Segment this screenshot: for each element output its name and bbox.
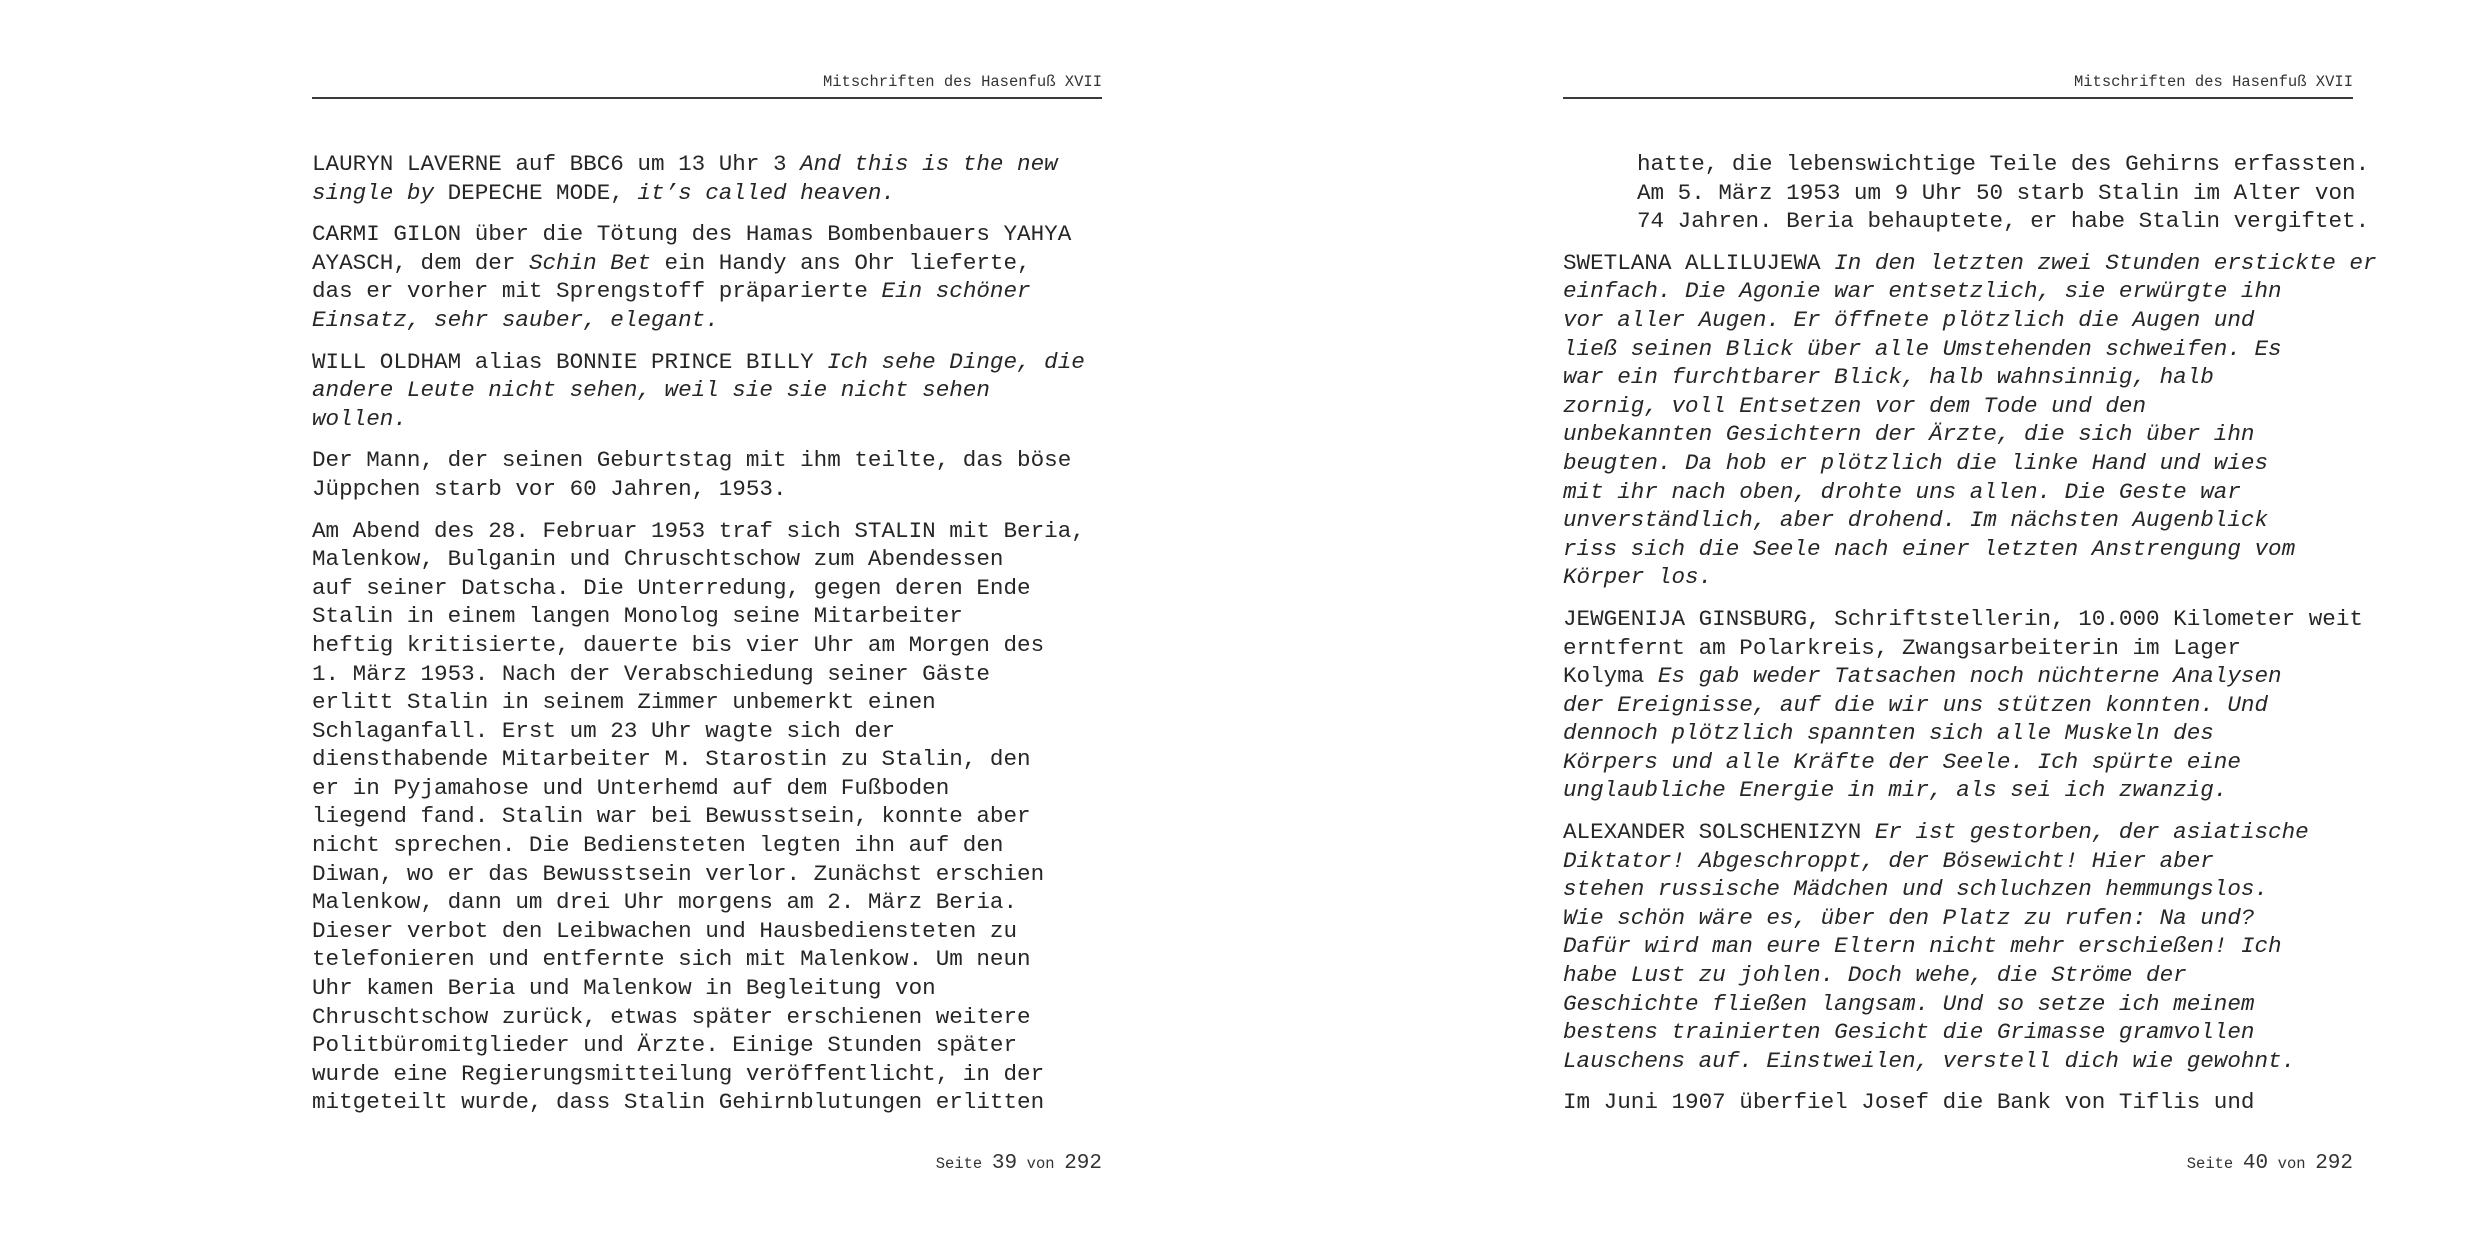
text-run: Malenkow, dann um drei Uhr morgens am 2. März Beria.: [312, 889, 1018, 916]
text-run: CARMI GILON über die Tötung des Hamas Bombenbauers YAHYA: [312, 221, 1072, 248]
text-line: [1563, 249, 2377, 278]
text-run: ein Handy ans Ohr lieferte,: [650, 249, 1031, 276]
quote-text: Dafür wird man eure Eltern nicht mehr erschießen! Ich: [1563, 933, 2282, 960]
text-run: 74 Jahren. Beria behauptete, er habe Stalin vergiftet.: [1637, 208, 2370, 235]
text-line: [1563, 1018, 2353, 1047]
text-line: [312, 150, 1102, 179]
text-run: nicht sprechen. Die Bediensteten legten ihn auf den: [312, 832, 1004, 859]
text-run: er in Pyjamahose und Unterhemd auf dem Fußboden: [312, 774, 950, 801]
quote-text: Ich sehe Dinge, die: [827, 348, 1085, 375]
text-run: mitgeteilt wurde, dass Stalin Gehirnblutungen erlitten: [312, 1089, 1045, 1116]
text-line: [312, 831, 1102, 860]
text-line: [1563, 420, 2353, 449]
text-line: [1563, 335, 2353, 364]
right-page: [1563, 0, 2377, 1240]
text-line: [1563, 306, 2353, 335]
text-line: [312, 517, 1102, 546]
text-line: [312, 475, 1102, 504]
text-line: [312, 602, 1102, 631]
text-line: [1563, 277, 2353, 306]
quote-text: einfach. Die Agonie war entsetzlich, sie erwürgte ihn: [1563, 278, 2282, 305]
text-line: [1563, 535, 2353, 564]
page-body: [312, 150, 1102, 1130]
quote-text: Geschichte fließen langsam. Und so setze ich meinem: [1563, 990, 2255, 1017]
text-line: [1563, 1047, 2353, 1076]
text-run: JEWGENIJA GINSBURG, Schriftstellerin, 10.000 Kilometer weit: [1563, 605, 2363, 632]
text-run: wurde eine Regierungsmitteilung veröffentlicht, in der: [312, 1060, 1045, 1087]
quote-text: war ein furchtbarer Blick, halb wahnsinnig, halb: [1563, 364, 2214, 391]
text-run: Dieser verbot den Leibwachen und Hausbediensteten zu: [312, 917, 1018, 944]
quote-text: Einsatz, sehr sauber, elegant.: [312, 306, 719, 333]
text-run: Uhr kamen Beria und Malenkow in Begleitung von: [312, 975, 936, 1002]
page-total: 292: [2315, 1152, 2353, 1175]
text-run: Chruschtschow zurück, etwas später erschienen weitere: [312, 1003, 1031, 1030]
quote-text: zornig, voll Entsetzen vor dem Tode und den: [1563, 392, 2147, 419]
text-line: [1563, 363, 2353, 392]
text-run: heftig kritisierte, dauerte bis vier Uhr am Morgen des: [312, 631, 1045, 658]
text-line: [312, 888, 1102, 917]
text-line: [1637, 179, 2356, 208]
quote-text: unbekannten Gesichtern der Ärzte, die sich über ihn: [1563, 421, 2255, 448]
text-line: [1563, 748, 2353, 777]
text-run: WILL OLDHAM alias BONNIE PRINCE BILLY: [312, 348, 828, 375]
text-run: Der Mann, der seinen Geburtstag mit ihm teilte, das böse: [312, 447, 1072, 474]
text-run: AYASCH, dem der: [312, 249, 529, 276]
text-line: [312, 376, 1102, 405]
text-line: [312, 802, 1102, 831]
text-line: [312, 348, 1102, 377]
text-run: Kolyma: [1563, 663, 1658, 690]
quote-text: andere Leute nicht sehen, weil sie sie nicht sehen: [312, 377, 990, 404]
text-line: [312, 1088, 1102, 1117]
text-line: [1563, 932, 2353, 961]
text-line: [312, 220, 1102, 249]
text-run: Am Abend des 28. Februar 1953 traf sich STALIN mit Beria,: [312, 517, 1085, 544]
text-line: [312, 545, 1102, 574]
text-run: erntfernt am Polarkreis, Zwangsarbeiterin im Lager: [1563, 634, 2241, 661]
page-body: [1563, 150, 2377, 1130]
page-footer: [312, 1152, 1102, 1175]
header-rule: [1563, 97, 2353, 99]
text-line: [312, 306, 1102, 335]
quote-text: Er ist gestorben, der asiatische: [1874, 819, 2309, 846]
quote-text: And this is the new: [800, 151, 1058, 177]
text-line: [312, 1060, 1102, 1089]
paragraph: [1563, 249, 2377, 592]
footer-von-label: von: [1026, 1155, 1055, 1173]
text-run: Schlaganfall. Erst um 23 Uhr wagte sich der: [312, 717, 896, 744]
text-line: [312, 917, 1102, 946]
text-line: [1563, 634, 2353, 663]
text-line: [312, 631, 1102, 660]
text-line: [312, 745, 1102, 774]
text-run: liegend fand. Stalin war bei Bewusstsein, konnte aber: [312, 803, 1031, 830]
left-page: [312, 0, 1102, 1240]
text-run: Malenkow, Bulganin und Chruschtschow zum Abendessen: [312, 546, 1004, 573]
text-run: Jüppchen starb vor 60 Jahren, 1953.: [312, 475, 787, 502]
quote-text: single by: [312, 179, 448, 206]
text-line: [312, 1031, 1102, 1060]
text-line: [1563, 506, 2353, 535]
text-line: [1563, 605, 2363, 634]
text-line: [312, 405, 1102, 434]
text-line: [1563, 1088, 2353, 1117]
text-run: Im Juni 1907 überfiel Josef die Bank von Tiflis und: [1563, 1089, 2255, 1116]
text-line: [312, 774, 1102, 803]
quote-text: ließ seinen Blick über alle Umstehenden schweifen. Es: [1563, 335, 2282, 362]
text-line: [1563, 691, 2353, 720]
quote-text: Es gab weder Tatsachen noch nüchterne Analysen: [1657, 663, 2282, 690]
text-line: [312, 249, 1102, 278]
text-line: [312, 688, 1102, 717]
text-run: LAURYN LAVERNE auf BBC6 um 13 Uhr 3: [312, 151, 801, 177]
header-rule: [312, 97, 1102, 99]
text-line: [312, 574, 1102, 603]
text-line: [312, 1003, 1102, 1032]
quote-text: bestens trainierten Gesicht die Grimasse gramvollen: [1563, 1019, 2255, 1046]
text-line: [312, 945, 1102, 974]
paragraph: [1563, 818, 2353, 1075]
quote-text: stehen russische Mädchen und schluchzen hemmungslos.: [1563, 876, 2269, 903]
text-line: [1563, 961, 2353, 990]
quote-text: Ein schöner: [881, 278, 1031, 305]
running-header: Mitschriften des Hasenfuß XVII: [2073, 73, 2353, 91]
text-line: [312, 717, 1102, 746]
text-run: erlitt Stalin in seinem Zimmer unbemerkt einen: [312, 689, 936, 716]
quote-text: vor aller Augen. Er öffnete plötzlich die Augen und: [1563, 306, 2255, 333]
text-line: [312, 660, 1102, 689]
text-line: [1563, 776, 2353, 805]
quote-text: Körper los.: [1563, 564, 1713, 591]
text-line: [312, 446, 1102, 475]
text-line: [312, 277, 1102, 306]
text-run: auf seiner Datscha. Die Unterredung, gegen deren Ende: [312, 574, 1031, 601]
quote-text: beugten. Da hob er plötzlich die linke Hand und wies: [1563, 449, 2269, 476]
quote-text: unverständlich, aber drohend. Im nächsten Augenblick: [1563, 507, 2269, 534]
paragraph: [312, 446, 1102, 503]
quote-text: Körpers und alle Kräfte der Seele. Ich spürte eine: [1563, 748, 2241, 775]
text-run: Diwan, wo er das Bewusstsein verlor. Zunächst erschien: [312, 860, 1045, 887]
quote-text: habe Lust zu johlen. Doch wehe, die Ströme der: [1563, 962, 2187, 989]
page-footer: [1563, 1152, 2353, 1175]
footer-von-label: von: [2277, 1155, 2306, 1173]
text-line: [1563, 818, 2353, 847]
text-line: [1563, 990, 2353, 1019]
text-line: [1563, 904, 2353, 933]
quote-text: In den letzten zwei Stunden erstickte er: [1834, 249, 2377, 276]
text-line: [1563, 719, 2353, 748]
text-line: [1563, 875, 2353, 904]
text-run: telefonieren und entfernte sich mit Malenkow. Um neun: [312, 946, 1031, 973]
page-number: 39: [991, 1152, 1018, 1175]
page-total: 292: [1064, 1152, 1102, 1175]
quote-text: Diktator! Abgeschroppt, der Bösewicht! Hier aber: [1563, 847, 2214, 874]
text-line: [1563, 392, 2353, 421]
text-run: DEPECHE MODE,: [447, 179, 638, 206]
paragraph: [1563, 605, 2363, 805]
quote-text: unglaubliche Energie in mir, als sei ich zwanzig.: [1563, 777, 2228, 804]
text-line: [1563, 478, 2353, 507]
quote-text: riss sich die Seele nach einer letzten Anstrengung vom: [1563, 535, 2296, 562]
text-run: Am 5. März 1953 um 9 Uhr 50 starb Stalin im Alter von: [1637, 179, 2356, 206]
footer-seite-label: Seite: [935, 1155, 983, 1173]
text-line: [1563, 449, 2353, 478]
quote-text: Schin Bet: [528, 249, 651, 276]
quote-text: it’s called heaven.: [637, 179, 896, 206]
text-line: [1637, 207, 2370, 236]
paragraph: [312, 150, 1102, 207]
footer-seite-label: Seite: [2186, 1155, 2234, 1173]
text-line: [1563, 662, 2353, 691]
quote-text: Wie schön wäre es, über den Platz zu rufen: Na und?: [1563, 904, 2255, 931]
paragraph: [1563, 1088, 2353, 1117]
text-run: Stalin in einem langen Monolog seine Mitarbeiter: [312, 603, 963, 630]
text-run: hatte, die lebenswichtige Teile des Gehirns erfassten.: [1637, 151, 2370, 177]
page-number: 40: [2242, 1152, 2269, 1175]
text-run: ALEXANDER SOLSCHENIZYN: [1563, 819, 1875, 846]
quote-text: der Ereignisse, auf die wir uns stützen konnten. Und: [1563, 691, 2269, 718]
continued-paragraph: [1563, 150, 2370, 236]
text-line: [1563, 563, 2353, 592]
text-line: [312, 179, 1102, 208]
text-line: [312, 974, 1102, 1003]
quote-text: Lauschens auf. Einstweilen, verstell dich wie gewohnt.: [1563, 1047, 2296, 1074]
quote-text: dennoch plötzlich spannten sich alle Muskeln des: [1563, 720, 2214, 747]
text-run: SWETLANA ALLILUJEWA: [1563, 249, 1835, 276]
paragraph: [312, 517, 1102, 1117]
text-run: das er vorher mit Sprengstoff präparierte: [312, 278, 882, 305]
text-line: [1637, 150, 2370, 179]
quote-text: mit ihr nach oben, drohte uns allen. Die Geste war: [1563, 478, 2241, 505]
text-run: 1. März 1953. Nach der Verabschiedung seiner Gäste: [312, 660, 990, 687]
text-run: diensthabende Mitarbeiter M. Starostin zu Stalin, den: [312, 746, 1031, 773]
quote-text: wollen.: [312, 405, 407, 432]
text-line: [1563, 847, 2353, 876]
running-header: Mitschriften des Hasenfuß XVII: [822, 73, 1102, 91]
text-line: [312, 860, 1102, 889]
paragraph: [312, 348, 1102, 434]
text-run: Politbüromitglieder und Ärzte. Einige Stunden später: [312, 1032, 1018, 1059]
paragraph: [312, 220, 1102, 334]
